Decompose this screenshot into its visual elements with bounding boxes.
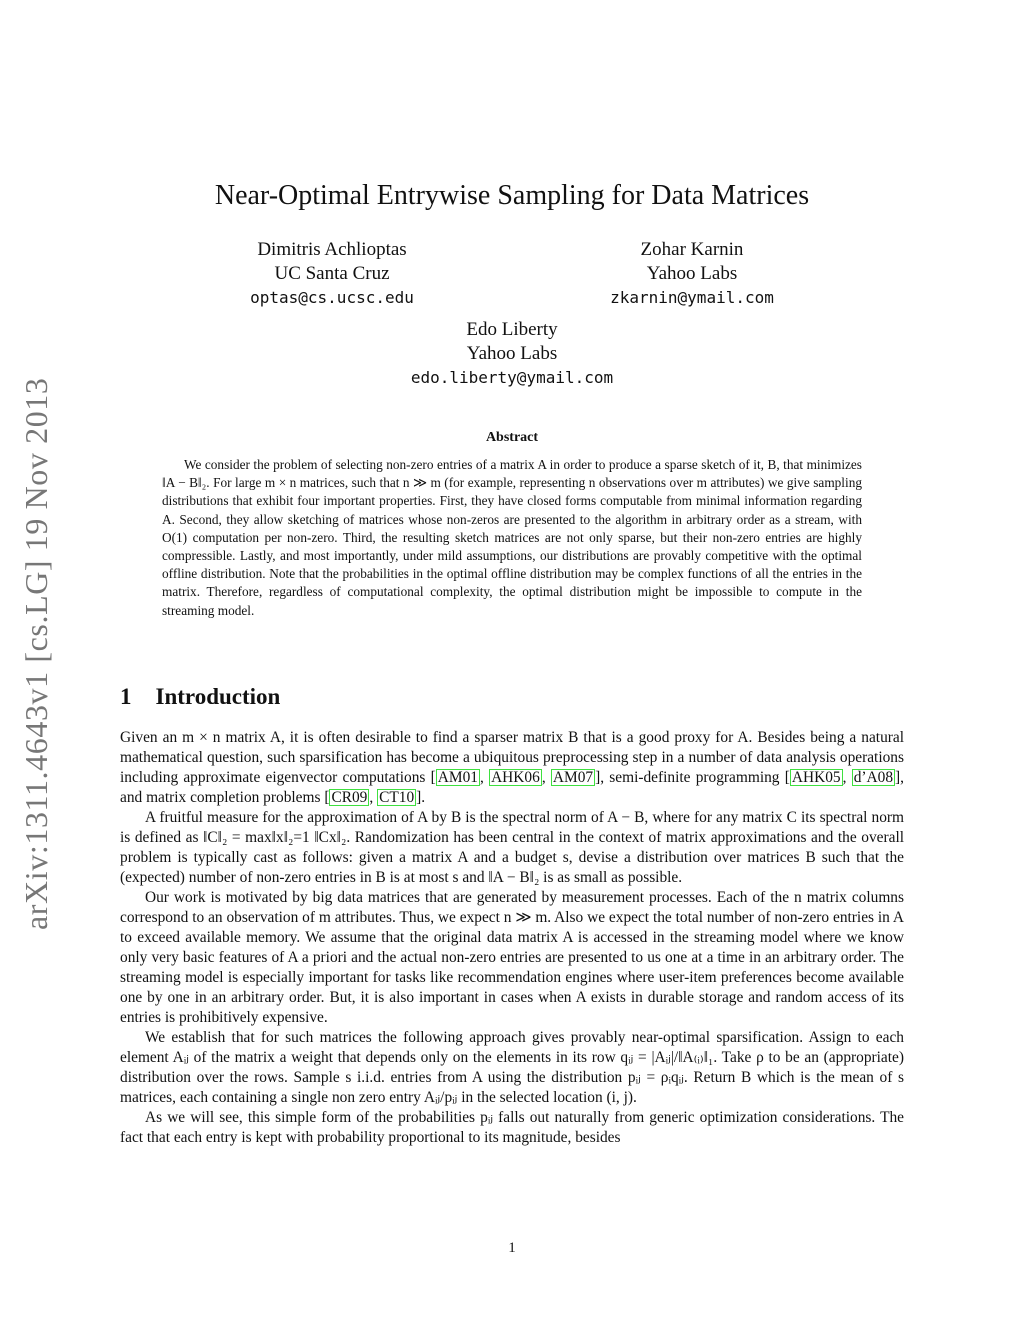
paragraph-text: , semi-definite programming	[600, 769, 785, 786]
author-affiliation: Yahoo Labs	[646, 263, 738, 284]
author-email[interactable]: edo.liberty@ymail.com	[410, 368, 614, 387]
author-name: Edo Liberty	[466, 319, 558, 340]
citation-link[interactable]: AHK05	[791, 769, 841, 786]
citation-link[interactable]: CT10	[379, 789, 415, 806]
abstract-text: We consider the problem of selecting non-zero entries of a matrix A in order to produce a sparse sketch of it, B, that minimizes ‖A − B‖₂. For large m × n matrices, such that n ≫ m (for example, representing n observations over m attributes) we give sampling distributions that exhibit four important properties. First, they have closed forms computable from minimal information regarding A. Second, they allow sketching of matrices whose non-zeros are presented to the algorithm in arbitrary order as a stream, with O(1) computation per non-zero. Third, the resulting sketch matrices are not only sparse, but their non-zero entries are highly compressible. Lastly, and most importantly, under mild assumptions, our distributions are provably competitive with the optimal offline distribution. Note that the probabilities in the optimal offline distribution may be complex functions of all the entries in the matrix. Therefore, regardless of computational complexity, the optimal distribution might be impossible to compute in the streaming model.	[162, 457, 862, 618]
author-email[interactable]: optas@cs.ucsc.edu	[250, 288, 414, 307]
paragraph: As we will see, this simple form of the probabilities pᵢⱼ falls out naturally from generic optimization considerations. The fact that each entry is kept with probability proportional to its magnitude, besides	[120, 1109, 904, 1146]
paragraph-text: , and matrix completion problems	[120, 769, 905, 806]
paragraph: Given an m × n matrix A, it is often desirable to find a sparser matrix B that is a good proxy for A. Besides being a natural mathematical question, such sparsification has become a ubiquitous preprocessing step in a number of data analysis operations including approximate eigenvector computations [ AM01 , AHK06 , AM07 ], semi-definite programming [ AHK05 , d’A08 ], and matrix completion problems [ CR09 , CT10 ].	[120, 729, 905, 806]
section-title: Introduction	[155, 684, 281, 709]
page-number: 1	[508, 1240, 516, 1256]
author-email[interactable]: zkarnin@ymail.com	[610, 288, 774, 307]
paragraph-text: .	[421, 789, 426, 806]
author-block	[362, 318, 662, 390]
citation-link[interactable]: AM01	[437, 769, 478, 786]
citation-link[interactable]: AHK06	[491, 769, 540, 786]
citation-link[interactable]: CR09	[331, 789, 368, 806]
citation-link[interactable]: AM07	[552, 769, 594, 786]
introduction-body	[120, 728, 904, 1148]
paragraph: We establish that for such matrices the following approach gives provably near-optimal sparsification. Assign to each element Aᵢⱼ of the matrix a weight that depends only on the elements in its row qᵢⱼ = |Aᵢⱼ|/‖A₍ᵢ₎‖₁. Take ρ to be an (appropriate) distribution over the rows. Sample s i.i.d. entries from A using the distribution pᵢⱼ = ρᵢqᵢⱼ. Return B which is the mean of s matrices, each containing a single non zero entry Aᵢⱼ/pᵢⱼ in the selected location (i, j).	[120, 1029, 904, 1106]
paragraph: A fruitful measure for the approximation of A by B is the spectral norm of A − B, where for any matrix C its spectral norm is defined as ‖C‖₂ = max‖x‖₂=1 ‖Cx‖₂. Randomization has been central in the context of matrix approximations and the overall problem is typically cast as follows: given a matrix A and a budget s, devise a distribution over matrices B such that the (expected) number of non-zero entries in B is at most s and ‖A − B‖₂ is as small as possible.	[120, 809, 904, 886]
author-name: Zohar Karnin	[640, 239, 744, 260]
citation-link[interactable]: d’A08	[853, 769, 894, 786]
author-name: Dimitris Achlioptas	[257, 239, 407, 260]
paragraph: Our work is motivated by big data matrices that are generated by measurement processes. Each of the n matrix columns correspond to an observation of m attributes. Thus, we expect n ≫ m. Also we expect the total number of non-zero entries in A to exceed available memory. We assume that the original data matrix A is accessed in the streaming model where we know only very basic features of A a priori and the actual non-zero entries are presented to us one at a time in an arbitrary order. The streaming model is especially important for tasks like recommendation engines where user-item preferences become available one by one in an arbitrary order. But, it is also important in cases when A exists in durable storage and random access of its entries is prohibitively expensive.	[120, 889, 904, 1026]
paper-title: Near-Optimal Entrywise Sampling for Data Matrices	[214, 180, 810, 211]
abstract-heading: Abstract	[485, 430, 539, 445]
paragraph-text: Given an m × n matrix A, it is often desirable to find a sparser matrix B that is a good proxy for A. Besides being a natural mathematical question, such sparsification has become a ubiquitous preprocessing step in a number of data analysis operations including approximate eigenvector computations	[120, 729, 904, 786]
author-affiliation: UC Santa Cruz	[274, 263, 390, 284]
arxiv-identifier-stamp: arXiv:1311.4643v1 [cs.LG] 19 Nov 2013	[18, 377, 54, 930]
section-number: 1	[120, 684, 132, 709]
author-block	[542, 238, 842, 310]
author-affiliation: Yahoo Labs	[466, 343, 558, 364]
section-heading	[120, 684, 280, 710]
author-block	[182, 238, 482, 310]
